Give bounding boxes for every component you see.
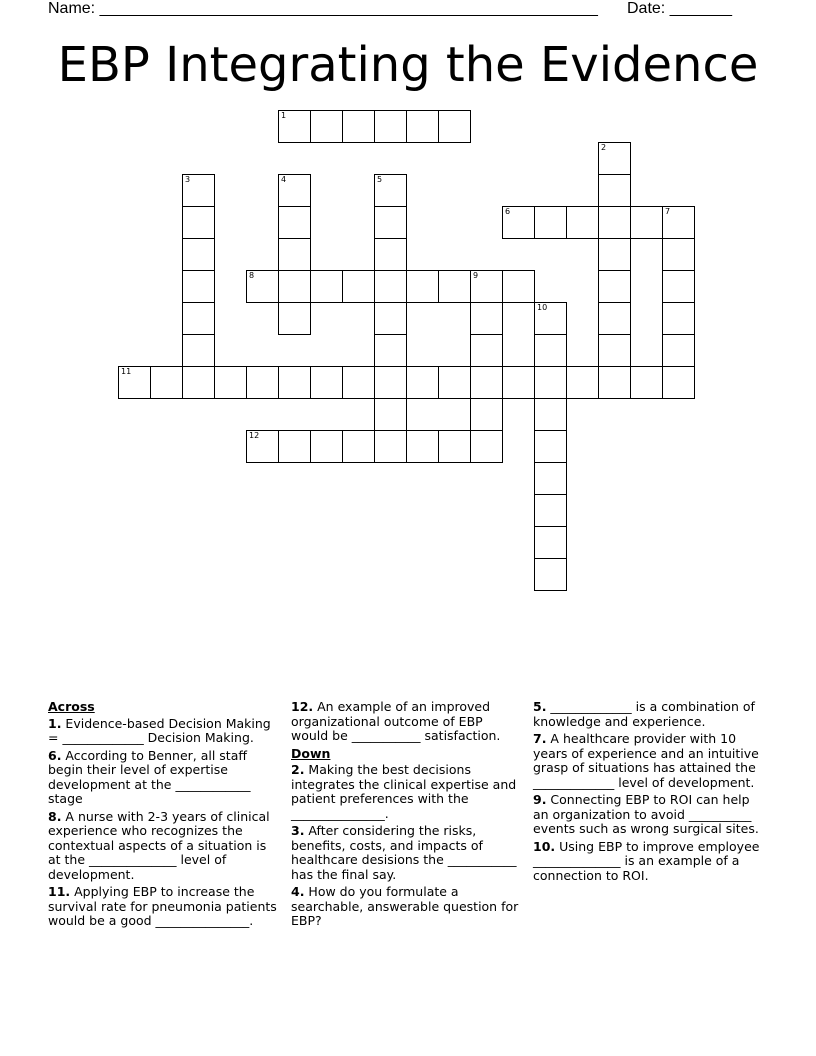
clue-number: 9 [473,271,479,280]
grid-cell[interactable] [662,334,695,367]
grid-cell[interactable] [470,270,503,303]
grid-cell[interactable] [406,270,439,303]
clue-item-number: 10. [533,838,556,854]
clue-item-text: According to Benner, all staff begin their level of expertise development at the ____________ stage [48,747,251,806]
clue-item-number: 1. [48,715,62,731]
clue-item [533,840,763,884]
grid-cell[interactable] [470,366,503,399]
grid-cell[interactable] [374,398,407,431]
grid-cell[interactable] [374,174,407,207]
grid-cell[interactable] [278,366,311,399]
grid-cell[interactable] [406,110,439,143]
clue-item-text: How do you formulate a searchable, answerable question for EBP? [291,884,519,928]
grid-cell[interactable] [278,206,311,239]
grid-cell[interactable] [310,270,343,303]
grid-cell[interactable] [278,238,311,271]
grid-cell[interactable] [534,494,567,527]
clue-item [291,824,523,882]
grid-cell[interactable] [534,462,567,495]
clue-item-text: An example of an improved organizational outcome of EBP would be ___________ satisfaction. [291,699,501,743]
clue-item [48,717,280,746]
grid-cell[interactable] [534,430,567,463]
clue-number: 12 [249,431,260,440]
grid-cell[interactable] [342,430,375,463]
grid-cell[interactable] [534,206,567,239]
grid-cell[interactable] [182,302,215,335]
grid-cell[interactable] [278,174,311,207]
grid-cell[interactable] [470,334,503,367]
down-clue-list-continued [533,700,763,883]
grid-cell[interactable] [278,302,311,335]
clue-item [533,700,763,729]
grid-cell[interactable] [470,398,503,431]
grid-cell[interactable] [438,430,471,463]
clue-item-text: Connecting EBP to ROI can help an organization to avoid __________ events such as wrong surgical sites. [533,792,759,836]
clue-item-number: 9. [533,792,547,807]
grid-cell[interactable] [214,366,247,399]
clue-item [291,763,523,821]
grid-cell[interactable] [374,366,407,399]
grid-cell[interactable] [310,430,343,463]
down-clue-list [291,763,523,929]
grid-cell[interactable] [182,206,215,239]
grid-cell[interactable] [598,270,631,303]
clue-item-text: Using EBP to improve employee ______________ is an example of a connection to ROI. [533,838,760,883]
grid-cell[interactable] [662,206,695,239]
clue-item-text: Making the best decisions integrates the clinical expertise and patient preferences with the _______________. [291,762,517,821]
clue-item [291,885,523,929]
clue-item [48,749,280,807]
across-heading: Across [48,699,95,714]
grid-cell[interactable] [246,366,279,399]
clue-item-number: 4. [291,884,305,899]
grid-cell[interactable] [342,366,375,399]
grid-cell[interactable] [182,270,215,303]
name-field-label[interactable]: Name: ________________________________________________________ [48,0,598,17]
clue-item-number: 8. [48,808,62,824]
grid-cell[interactable] [598,206,631,239]
grid-cell[interactable] [406,366,439,399]
clue-item-text: A healthcare provider with 10 years of experience and an intuitive grasp of situations has attained the _____________ level of development. [533,731,759,790]
clue-item-number: 11. [48,884,71,899]
grid-cell[interactable] [534,398,567,431]
grid-cell[interactable] [534,526,567,559]
grid-cell[interactable] [438,110,471,143]
clue-number: 5 [377,175,383,184]
clue-item [533,793,763,837]
date-field-label[interactable]: Date: _______ [627,0,732,17]
grid-cell[interactable] [598,174,631,207]
grid-cell[interactable] [438,366,471,399]
grid-cell[interactable] [534,366,567,399]
clue-item [48,810,280,883]
clues-column-3 [533,700,763,886]
grid-cell[interactable] [566,206,599,239]
grid-cell[interactable] [374,110,407,143]
grid-cell[interactable] [374,430,407,463]
clue-number: 2 [601,143,607,152]
grid-cell[interactable] [566,366,599,399]
grid-cell[interactable] [502,206,535,239]
grid-cell[interactable] [278,110,311,143]
grid-cell[interactable] [502,270,535,303]
clue-item-number: 12. [291,699,314,714]
across-clue-list-continued [291,700,523,744]
down-heading: Down [291,745,331,761]
grid-cell[interactable] [182,366,215,399]
grid-cell[interactable] [662,366,695,399]
grid-cell[interactable] [374,206,407,239]
grid-cell[interactable] [598,302,631,335]
clue-item [291,700,523,744]
clue-item-number: 5. [533,699,547,714]
grid-cell[interactable] [598,366,631,399]
header [48,0,748,22]
grid-cell[interactable] [182,238,215,271]
clue-number: 11 [121,367,132,376]
grid-cell[interactable] [246,430,279,463]
grid-cell[interactable] [598,142,631,175]
grid-cell[interactable] [438,270,471,303]
grid-cell[interactable] [662,238,695,271]
clue-number: 4 [281,175,287,184]
clues-column-1 [48,700,280,932]
clue-number: 8 [249,271,255,280]
grid-cell[interactable] [470,302,503,335]
page-title: EBP Integrating the Evidence [57,37,759,93]
clues-column-2 [291,700,523,932]
grid-cell[interactable] [182,174,215,207]
grid-cell[interactable] [598,238,631,271]
clue-item-number: 2. [291,762,305,777]
grid-cell[interactable] [502,366,535,399]
grid-cell[interactable] [374,302,407,335]
grid-cell[interactable] [406,430,439,463]
clue-number: 1 [281,111,287,120]
grid-cell[interactable] [630,366,663,399]
grid-cell[interactable] [534,302,567,335]
grid-cell[interactable] [662,270,695,303]
grid-cell[interactable] [310,110,343,143]
grid-cell[interactable] [534,558,567,591]
clue-item-text: Evidence-based Decision Making = _____________ Decision Making. [48,715,271,745]
clue-item-text: _____________ is a combination of knowledge and experience. [533,699,755,729]
grid-cell[interactable] [342,110,375,143]
clue-item-number: 7. [533,731,547,746]
clue-number: 7 [665,207,671,216]
grid-cell[interactable] [534,334,567,367]
clue-item-text: After considering the risks, benefits, costs, and impacts of healthcare desisions the ___________ has the final say. [291,823,517,882]
grid-cell[interactable] [598,334,631,367]
across-clue-list [48,717,280,929]
grid-cell[interactable] [662,302,695,335]
grid-cell[interactable] [374,334,407,367]
clue-item-number: 6. [48,747,62,763]
grid-cell[interactable] [246,270,279,303]
grid-cell[interactable] [342,270,375,303]
clue-item-text: Applying EBP to increase the survival rate for pneumonia patients would be a good _______________. [48,884,277,928]
clue-item [533,732,763,790]
grid-cell[interactable] [374,270,407,303]
grid-cell[interactable] [278,430,311,463]
clue-number: 3 [185,175,191,184]
clue-item [48,885,280,929]
clue-number: 6 [505,207,511,216]
grid-cell[interactable] [470,430,503,463]
clue-item-text: A nurse with 2-3 years of clinical experience who recognizes the contextual aspects of a situation is at the ______________ level of development. [48,808,270,882]
clue-item-number: 3. [291,823,305,838]
grid-cell[interactable] [374,238,407,271]
grid-cell[interactable] [150,366,183,399]
grid-cell[interactable] [182,334,215,367]
clue-number: 10 [537,303,548,312]
grid-cell[interactable] [310,366,343,399]
grid-cell[interactable] [278,270,311,303]
grid-cell[interactable] [118,366,151,399]
grid-cell[interactable] [630,206,663,239]
